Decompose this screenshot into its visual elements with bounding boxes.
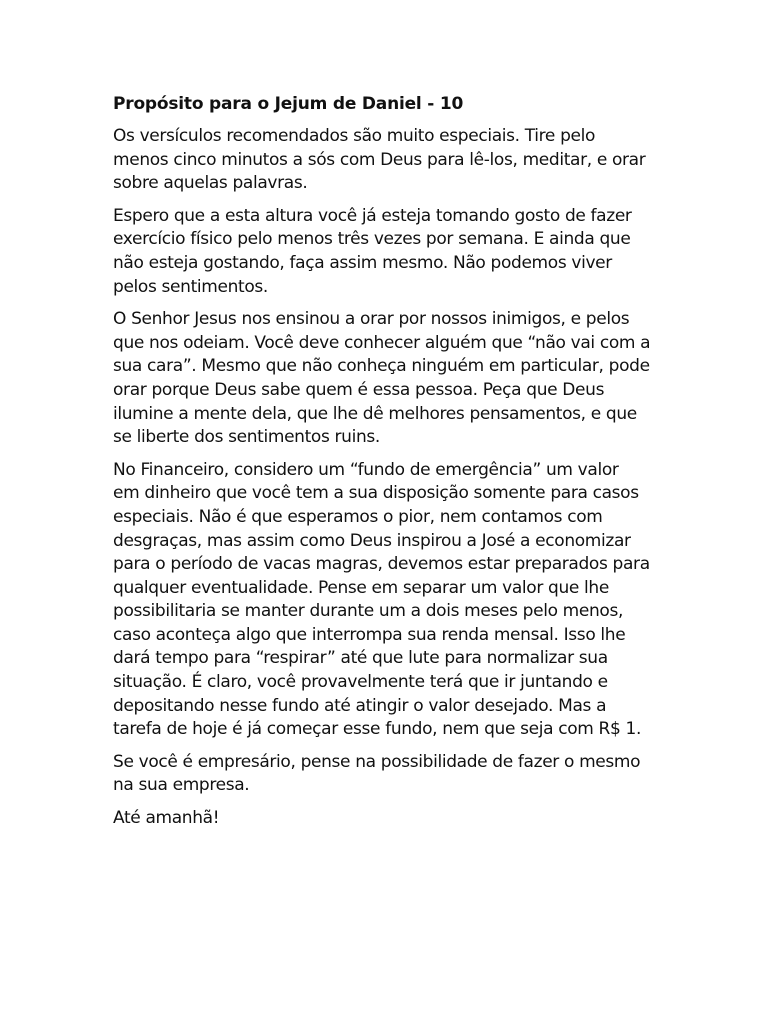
- text-line: Até amanhã!: [113, 808, 220, 829]
- paragraph-5: [113, 751, 681, 798]
- text-line: pelos sentimentos.: [113, 276, 268, 297]
- text-line: sobre aquelas palavras.: [113, 173, 308, 194]
- text-line: especiais. Não é que esperamos o pior, nem contamos com: [113, 506, 603, 527]
- text-line: situação. É claro, você provavelmente terá que ir juntando e: [113, 672, 608, 693]
- text-line: possibilitaria se manter durante um a dois meses pelo menos,: [113, 601, 624, 622]
- text-line: para o período de vacas magras, devemos estar preparados para: [113, 554, 650, 575]
- text-line: caso aconteça algo que interrompa sua renda mensal. Isso lhe: [113, 624, 626, 645]
- text-line: qualquer eventualidade. Pense em separar um valor que lhe: [113, 577, 609, 598]
- text-line: Espero que a esta altura você já esteja tomando gosto de fazer: [113, 205, 632, 226]
- paragraph-1: [113, 125, 681, 196]
- text-line: sua cara”. Mesmo que não conheça ninguém em particular, pode: [113, 356, 650, 377]
- text-line: não esteja gostando, faça assim mesmo. Não podemos viver: [113, 252, 612, 273]
- text-line: No Financeiro, considero um “fundo de emergência” um valor: [113, 459, 619, 480]
- text-line: se liberte dos sentimentos ruins.: [113, 427, 380, 448]
- text-line: Se você é empresário, pense na possibilidade de fazer o mesmo: [113, 751, 641, 772]
- paragraph-4: [113, 459, 681, 742]
- closing-line: [113, 807, 681, 831]
- text-line: O Senhor Jesus nos ensinou a orar por nossos inimigos, e pelos: [113, 309, 630, 330]
- text-line: em dinheiro que você tem a sua disposição somente para casos: [113, 483, 639, 504]
- text-line: na sua empresa.: [113, 775, 250, 796]
- text-line: ilumine a mente dela, que lhe dê melhores pensamentos, e que: [113, 403, 637, 424]
- text-line: depositando nesse fundo até atingir o valor desejado. Mas a: [113, 695, 607, 716]
- document-page: [113, 92, 681, 840]
- paragraph-2: [113, 205, 681, 299]
- document-title: Propósito para o Jejum de Daniel - 10: [113, 94, 464, 114]
- paragraph-3: [113, 308, 681, 450]
- text-line: desgraças, mas assim como Deus inspirou a José a economizar: [113, 530, 631, 551]
- text-line: orar porque Deus sabe quem é essa pessoa. Peça que Deus: [113, 379, 605, 400]
- text-line: exercício físico pelo menos três vezes por semana. E ainda que: [113, 229, 631, 250]
- text-line: Os versículos recomendados são muito especiais. Tire pelo: [113, 126, 596, 146]
- text-line: menos cinco minutos a sós com Deus para lê-los, meditar, e orar: [113, 149, 646, 170]
- text-line: que nos odeiam. Você deve conhecer alguém que “não vai com a: [113, 332, 651, 353]
- text-line: tarefa de hoje é já começar esse fundo, nem que seja com R$ 1.: [113, 719, 642, 740]
- text-line: dará tempo para “respirar” até que lute para normalizar sua: [113, 648, 608, 669]
